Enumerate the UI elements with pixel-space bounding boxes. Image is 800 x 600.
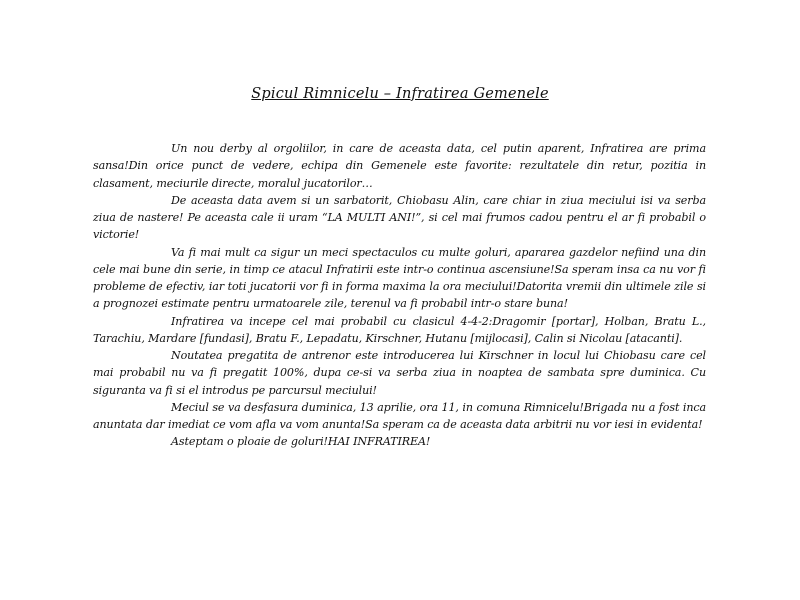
paragraph: Un nou derby al orgoliilor, in care de aceasta data, cel putin aparent, Infratirea are prima sansa!Din orice punct de vedere, echipa din Gemenele este favorite: rezultatele din retur, pozitia in clasament, meciurile directe, moralul jucatorilor…	[93, 142, 706, 190]
paragraph: De aceasta data avem si un sarbatorit, Chiobasu Alin, care chiar in ziua meciului isi va serba ziua de nastere! Pe aceasta cale ii uram “LA MULTI ANI!”, si cel mai frumos cadou pentru el ar fi probabil o victorie!	[93, 193, 706, 242]
document-body	[93, 140, 706, 451]
paragraph: Meciul se va desfasura duminica, 13 aprilie, ora 11, in comuna Rimnicelu!Brigada nu a fost inca anuntata dar imediat ce vom afla va vom anunta!Sa speram ca de aceasta data arbitrii nu vor iesi in evidenta!	[93, 400, 706, 431]
paragraph: Asteptam o ploaie de goluri!HAI INFRATIREA!	[171, 435, 431, 449]
document-title: Spicul Rimnicelu – Infratirea Gemenele	[251, 86, 549, 102]
paragraph: Va fi mai mult ca sigur un meci spectaculos cu multe goluri, apararea gazdelor nefiind una din cele mai bune din serie, in timp ce atacul Infratirii este intr-o continua ascensiune!Sa speram insa ca nu vor fi probleme de efectiv, iar toti jucatorii vor fi in forma maxima la ora meciului!Datorita vremii din ultimele zile si a prognozei estimate pentru urmatoarele zile, terenul va fi probabil intr-o stare buna!	[93, 245, 706, 311]
paragraph: Infratirea va incepe cel mai probabil cu clasicul 4-4-2:Dragomir [portar], Holban, Bratu L., Tarachiu, Mardare [fundasi], Bratu F., Lepadatu, Kirschner, Hutanu [mijlocasi], Calin si Nicolau [atacanti].	[93, 314, 706, 345]
paragraph: Noutatea pregatita de antrenor este introducerea lui Kirschner in locul lui Chiobasu care cel mai probabil nu va fi pregatit 100%, dupa ce-si va serba ziua in noaptea de sambata spre duminica. Cu siguranta va fi si el introdus pe parcursul meciului!	[93, 349, 706, 397]
